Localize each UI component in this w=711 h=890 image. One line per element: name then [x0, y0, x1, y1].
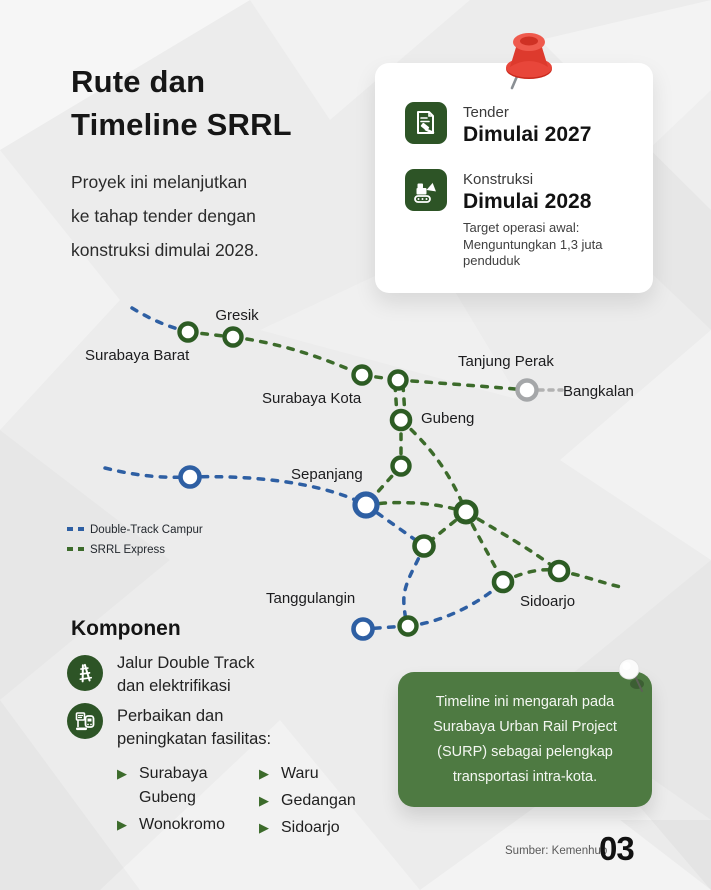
tender-gavel-icon — [405, 102, 447, 144]
komponen-item-1-line-1: Jalur Double Track — [117, 654, 255, 672]
station-node-gubeng — [392, 411, 410, 429]
komponen-item-2 — [117, 705, 271, 751]
facilities-column-2 — [259, 762, 394, 840]
railway-track-icon — [67, 655, 103, 691]
komponen-heading: Komponen — [71, 617, 181, 640]
facility-item — [259, 816, 394, 840]
facility-gedangan: Gedangan — [281, 792, 356, 809]
intro-line-3: konstruksi dimulai 2028. — [71, 240, 259, 260]
station-node-gresik — [225, 329, 242, 346]
komponen-item-2-line-1: Perbaikan dan — [117, 707, 224, 725]
note-line-2: Menguntungkan 1,3 juta — [463, 236, 603, 252]
konstruksi-texts — [463, 169, 591, 214]
station-node-sepanjang — [355, 494, 377, 516]
tender-value: Dimulai 2027 — [463, 123, 592, 146]
komponen-item-2-line-2: peningkatan fasilitas: — [117, 730, 272, 748]
route-line-blue-northwest — [132, 308, 186, 331]
station-nodes — [180, 324, 569, 639]
facility-wonokromo: Wonokromo — [139, 816, 225, 833]
facility-item — [117, 762, 235, 810]
label-tanggulangin: Tanggulangin — [266, 590, 356, 607]
surp-line-4: transportasi intra-kota. — [452, 768, 598, 785]
title-line-2: Timeline SRRL — [71, 107, 292, 142]
station-node-sidoarjo-east — [550, 562, 568, 580]
station-node-hub — [456, 502, 476, 522]
route-line-green-sepanjang-hub — [366, 503, 466, 512]
station-node-surabaya-barat — [180, 324, 197, 341]
page-title — [71, 60, 292, 146]
red-pushpin-icon — [496, 28, 560, 94]
komponen-item-1 — [117, 652, 255, 698]
intro-text — [71, 165, 259, 267]
label-bangkalan: Bangkalan — [563, 383, 634, 400]
route-line-green-junction-perak — [398, 380, 527, 390]
tender-label: Tender — [463, 104, 509, 121]
source-credit: Sumber: Kemenhub — [505, 845, 608, 857]
station-node-junction — [390, 372, 407, 389]
facility-sidoarjo: Sidoarjo — [281, 819, 340, 836]
construction-excavator-icon — [405, 169, 447, 211]
white-pin-icon — [614, 654, 654, 698]
triangle-bullet-icon: ▶ — [117, 817, 127, 832]
surp-line-3: (SURP) sebagai pelengkap — [437, 743, 613, 760]
station-node-waru — [415, 537, 434, 556]
label-sidoarjo: Sidoarjo — [520, 593, 576, 610]
target-note — [463, 220, 603, 270]
note-line-1: Target operasi awal: — [463, 220, 580, 235]
surp-line-1: Timeline ini mengarah pada — [435, 693, 615, 710]
label-gresik: Gresik — [215, 307, 259, 324]
station-node-wonokromo — [393, 458, 410, 475]
label-gubeng: Gubeng — [421, 410, 475, 427]
triangle-bullet-icon: ▶ — [259, 820, 269, 835]
legend-label-srrl-express: SRRL Express — [90, 544, 165, 556]
page-number: 03 — [599, 830, 634, 867]
station-facility-icon — [67, 703, 103, 739]
route-map — [0, 292, 711, 662]
triangle-bullet-icon: ▶ — [117, 766, 127, 781]
timeline-card — [375, 63, 653, 293]
facility-waru: Waru — [281, 765, 319, 782]
triangle-bullet-icon: ▶ — [259, 793, 269, 808]
station-node-west-blue — [181, 468, 200, 487]
facility-item — [259, 789, 394, 813]
triangle-bullet-icon: ▶ — [259, 766, 269, 781]
label-tanjung-perak: Tanjung Perak — [458, 353, 554, 370]
station-node-tanggulangin-green — [400, 618, 417, 635]
facilities-list — [117, 762, 394, 840]
route-line-blue-south-curve — [404, 546, 424, 626]
label-surabaya-barat: Surabaya Barat — [85, 347, 190, 364]
intro-line-1: Proyek ini melanjutkan — [71, 172, 248, 192]
intro-line-2: ke tahap tender dengan — [71, 206, 256, 226]
komponen-item-1-line-2: dan elektrifikasi — [117, 677, 231, 695]
note-line-3: penduduk — [463, 253, 521, 268]
title-line-1: Rute dan — [71, 64, 206, 99]
facility-surabaya-gubeng: Surabaya Gubeng — [139, 765, 208, 806]
label-sepanjang: Sepanjang — [291, 466, 363, 483]
station-node-tanjung-perak — [518, 381, 537, 400]
route-line-green-gresik-kota — [233, 337, 362, 375]
legend-label-double-track: Double-Track Campur — [90, 524, 203, 536]
tender-texts — [463, 102, 591, 147]
facilities-column-1 — [117, 762, 235, 840]
facility-item — [117, 813, 235, 837]
facility-item — [259, 762, 394, 786]
station-node-surabaya-kota — [354, 367, 371, 384]
konstruksi-label: Konstruksi — [463, 171, 534, 188]
station-node-tanggulangin-blue — [354, 620, 373, 639]
konstruksi-value: Dimulai 2028 — [463, 190, 592, 213]
route-line-blue-to-sidoarjo — [408, 582, 503, 626]
label-surabaya-kota: Surabaya Kota — [262, 390, 362, 407]
surp-line-2: Surabaya Urban Rail Project — [433, 718, 617, 735]
timeline-item-tender — [405, 102, 591, 147]
timeline-item-konstruksi — [405, 169, 591, 214]
station-node-sidoarjo — [494, 573, 512, 591]
map-legend — [67, 524, 203, 556]
